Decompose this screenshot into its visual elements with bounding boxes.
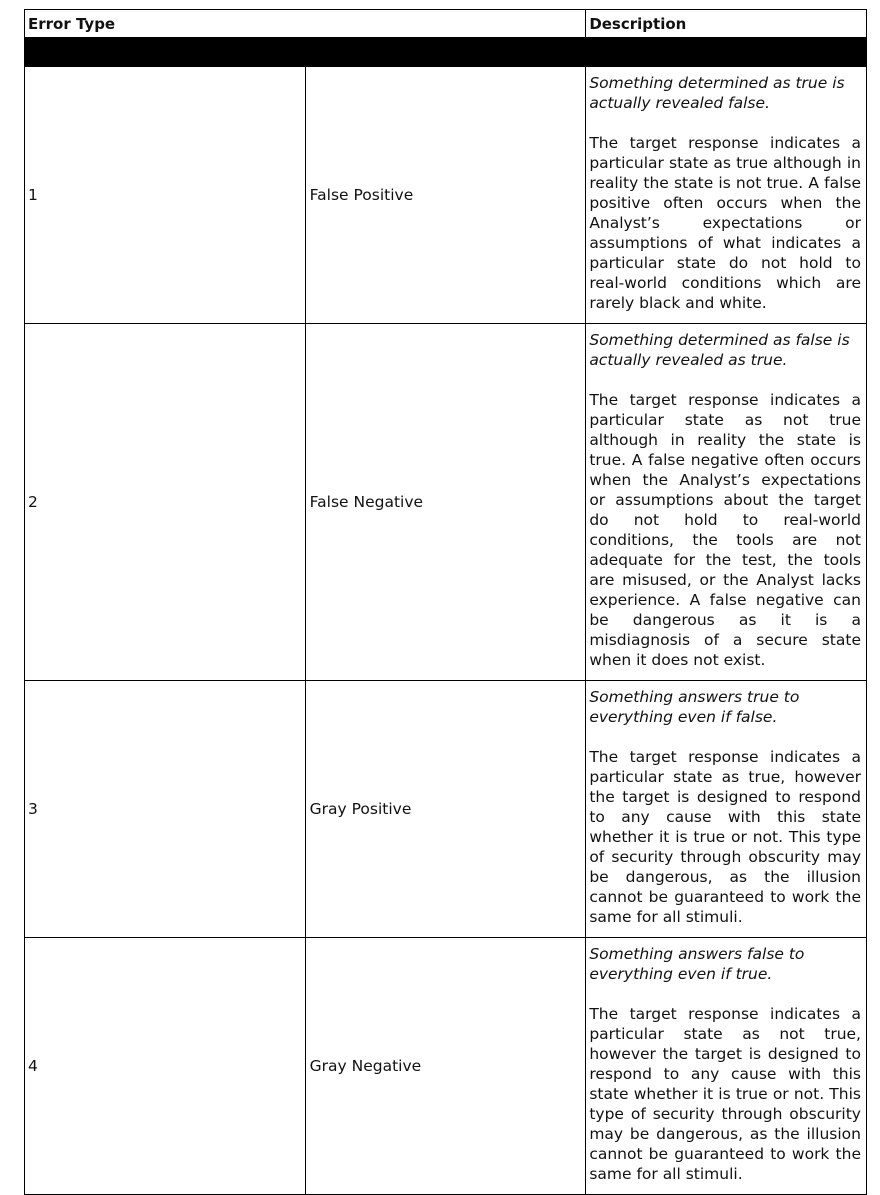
error-type-name: False Negative — [305, 324, 586, 681]
header-error-type: Error Type — [25, 10, 586, 38]
description-detail: The target response indicates a particular state as not true, however the target is designed to respond to any cause with this state whether it is true or not. This type of security through obscurity may be dangerous, as the illusion cannot be guaranteed to work the same for all stimuli. — [589, 1005, 861, 1183]
description-detail: The target response indicates a particular state as true, however the target is designed to respond to any cause with this state whether it is true or not. This type of security through obscurity may be dangerous, as the illusion cannot be guaranteed to work the same for all stimuli. — [589, 748, 861, 926]
row-number: 4 — [25, 938, 306, 1195]
description-summary: Something determined as false is actually revealed as true. — [589, 331, 850, 369]
row-number: 2 — [25, 324, 306, 681]
table-row — [25, 938, 867, 1195]
header-row — [25, 10, 867, 38]
black-band-row — [25, 38, 867, 67]
table-row — [25, 681, 867, 938]
description-detail: The target response indicates a particular state as not true although in reality the state is true. A false negative often occurs when the Analyst’s expectations or assumptions about the target do not hold to real-world conditions, the tools are not adequate for the test, the tools are misused, or the Analyst lacks experience. A false negative can be dangerous as it is a misdiagnosis of a secure state when it does not exist. — [589, 391, 861, 669]
description-cell — [586, 324, 867, 681]
row-number: 1 — [25, 67, 306, 324]
description-cell — [586, 681, 867, 938]
header-description: Description — [586, 10, 867, 38]
description-summary: Something determined as true is actually revealed false. — [589, 74, 845, 112]
description-summary: Something answers true to everything even if false. — [589, 688, 800, 726]
description-detail: The target response indicates a particular state as true although in reality the state is not true. A false positive often occurs when the Analyst’s expectations or assumptions of what indicates a particular state do not hold to real-world conditions which are rarely black and white. — [589, 134, 861, 312]
error-type-name: Gray Negative — [305, 938, 586, 1195]
row-number: 3 — [25, 681, 306, 938]
table-row — [25, 324, 867, 681]
table-row — [25, 67, 867, 324]
description-cell — [586, 938, 867, 1195]
black-band — [25, 38, 867, 67]
description-summary: Something answers false to everything even if true. — [589, 945, 805, 983]
error-type-name: Gray Positive — [305, 681, 586, 938]
description-cell — [586, 67, 867, 324]
error-type-name: False Positive — [305, 67, 586, 324]
error-types-table — [24, 9, 867, 1195]
